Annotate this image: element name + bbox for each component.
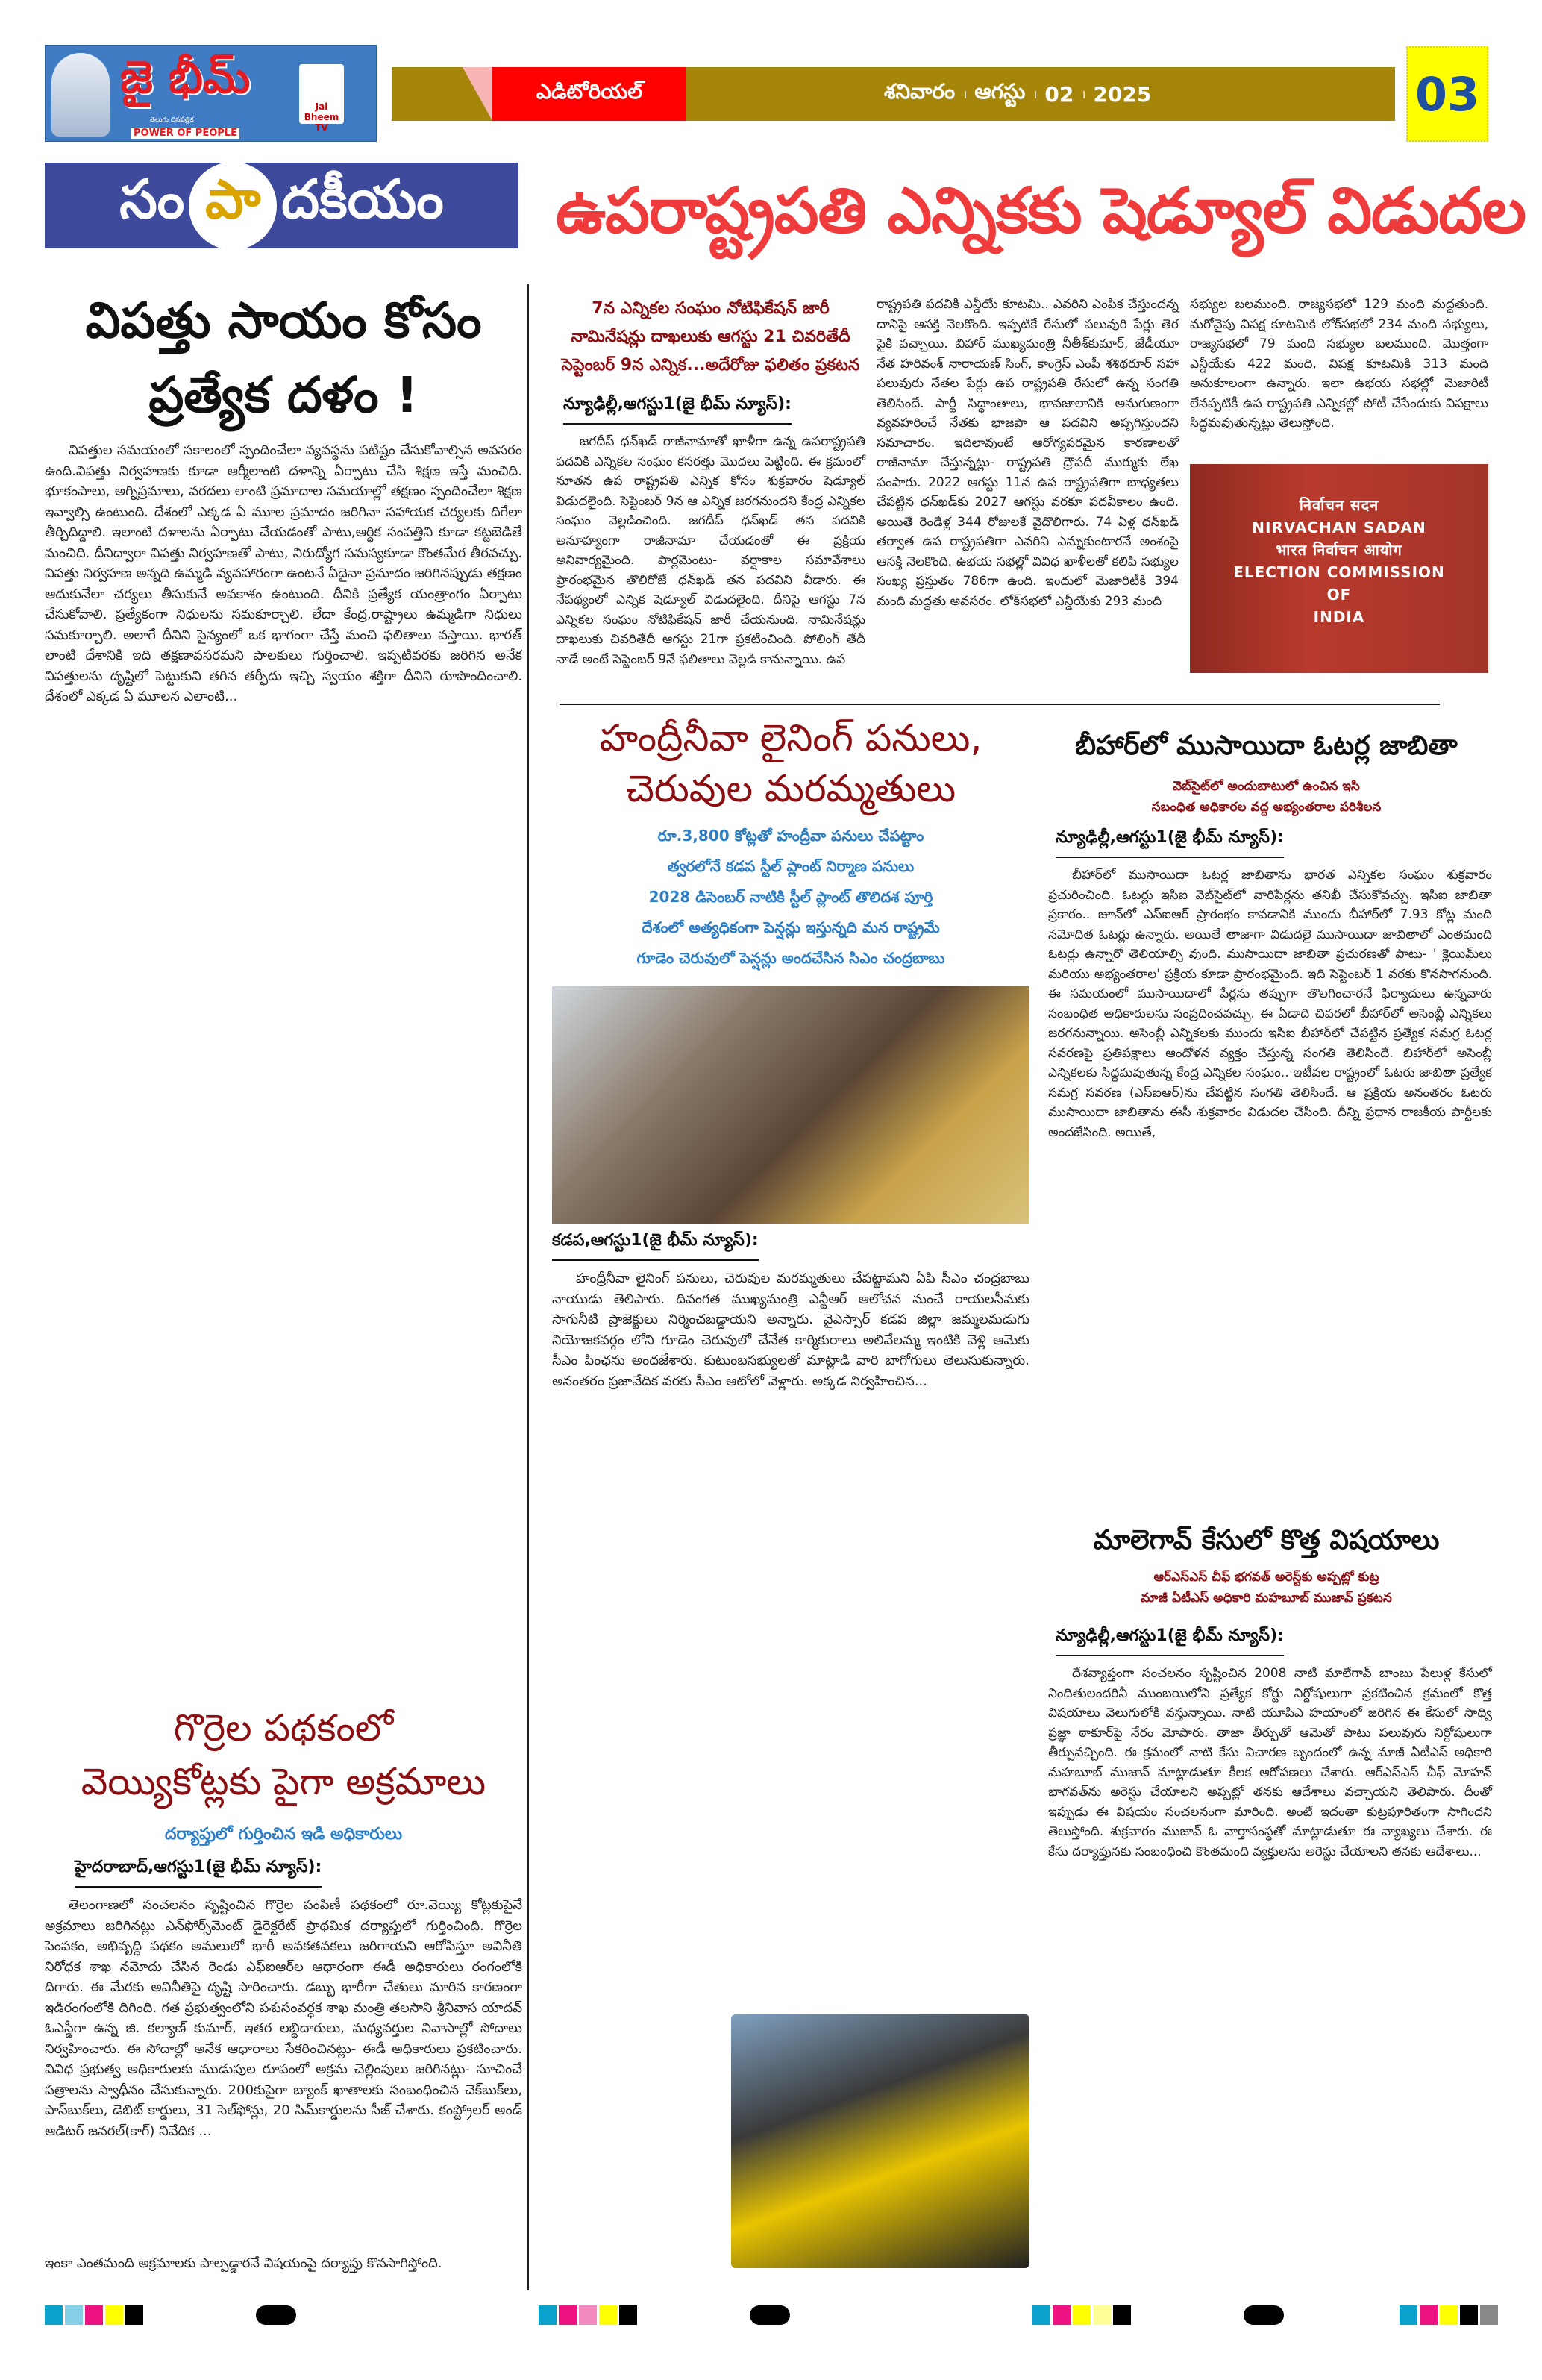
registration-mark <box>256 2305 296 2325</box>
subhead: వెబ్‌సైట్‌లో అందుబాటులో ఉంచిన ఇసి <box>1173 779 1360 794</box>
masthead-logo <box>45 45 377 142</box>
bihar-article <box>1048 828 1492 1142</box>
logo-tagline: తెలుగు దినపత్రిక <box>150 116 194 124</box>
handri-subheads <box>552 821 1029 974</box>
dateline: న్యూఢిల్లీ,ఆగస్టు1(జై భీమ్ న్యూస్): <box>563 395 792 425</box>
header-band <box>392 67 1395 121</box>
dateline: న్యూఢిల్లీ,ఆగస్టు1(జై భీమ్ న్యూస్): <box>1056 828 1284 858</box>
cm-visit-photo <box>552 986 1029 1224</box>
sign-line: OF <box>1326 586 1352 604</box>
subhead: త్వరలోనే కడప స్టీల్ ప్లాంట్ నిర్మాణ పనులు <box>667 857 915 875</box>
column-divider <box>527 284 529 2290</box>
headline-line: హంద్రీనీవా లైనింగ్ పనులు, <box>599 716 982 760</box>
subhead: నామినేషన్లు దాఖలుకు ఆగస్టు 21 చివరితేదీ <box>571 328 850 346</box>
sep: । <box>1032 87 1038 101</box>
subhead: దేశంలో అత్యధికంగా పెన్షన్లు ఇస్తున్నది మన రాష్ట్రమే <box>642 918 940 936</box>
editorial-headline: విపత్తు సాయం కోసం ప్రత్యేక దళం ! <box>85 292 482 424</box>
gorrela-headline <box>45 1701 522 1809</box>
subhead: 2028 డిసెంబర్ నాటికి స్టీల్ ప్లాంట్ తొలిదశ పూర్తి <box>648 888 933 906</box>
day: శనివారం <box>884 79 956 104</box>
sign-line: NIRVACHAN SADAN <box>1252 519 1426 536</box>
article-body: తెలంగాణలో సంచలనం సృష్టించిన గొర్రెల పంపిణీ పథకంలో రూ.వెయ్యి కోట్లకుపైనే అక్రమాలు జరిగినట్లు ఎన్‌ఫోర్స్‌మెంట్ డైరెక్టరేట్ ప్రాథమిక దర్యాప్తులో గుర్తించింది. గొర్రెల పెంపకం, అభివృద్ధి పథకం అమలులో భారీ అవకతవకలు జరిగాయని ఆరోపిస్తూ అవినీతి నిరోధక శాఖ నమోదు చేసిన రెండు ఎఫ్‌ఐఆర్‌ల ఆధారంగా ఈడీ అధికారులు రంగంలోకి దిగారు. ఈ మేరకు అవినీతిపై దృష్టి సారించారు. డబ్బు భారీగా చేతులు మారిన కారణంగా ఇడిరంగంలోకి దిగింది. గత ప్రభుత్వంలోని పశుసంవర్ధక శాఖ మంత్రి తలసాని శ్రీనివాస యాదవ్ ఓఎస్డీగా ఉన్న జి. కల్యాణ్ కుమార్, ఇతర లబ్ధిదారులు, మధ్యవర్తుల నివాసాల్లో సోదాలు నిర్వహించారు. ఈ సోదాల్లో అనేక ఆధారాలు సేకరించినట్లు- ఈడీ అధికారులు ప్రకటించారు. వివిధ ప్రభుత్వ అధికారులకు ముడుపుల రూపంలో అక్రమ చెల్లింపులు జరిగినట్లు- సూచించే పత్రాలను స్వాధీనం చేసుకున్నారు. 200కుపైగా బ్యాంక్ ఖాతాలకు సంబంధించిన చెక్‌బుక్‌లు, పాస్‌బుక్‌లు, డెబిట్ కార్డులు, 31 సెల్‌ఫోన్లు, 20 సిమ్‌కార్డులను సీజ్ చేశారు. కంప్ట్రోలర్ అండ్ ఆడిటర్ జనరల్(కాగ్) నివేదిక ... <box>45 1897 522 2139</box>
tv-logo: Jai Bheem TV <box>299 64 344 124</box>
sign-line: ELECTION COMMISSION <box>1233 563 1445 581</box>
dateline: హైదరాబాద్,ఆగస్టు1(జై భీమ్ న్యూస్): <box>75 1858 322 1888</box>
malegaon-article <box>1048 1626 1492 1861</box>
month: ఆగస్టు <box>974 79 1026 104</box>
logo-name: జై భీమ్ <box>120 51 251 104</box>
editorial-body: విపత్తుల సమయంలో సకాలంలో స్పందించేలా వ్యవస్థను పటిష్టం చేసుకోవాల్సిన అవసరం ఉంది.విపత్తు నిర్వహణకు కూడా ఆర్మీలాంటి దళాన్ని ఏర్పాటు చేసి శిక్షణ ఇస్తే మంచిది. భూకంపాలు, అగ్నిప్రమాలు, వరదలు లాంటి ప్రమాదాల సమయాల్లో తక్షణం స్పందించేలా శిక్షణ ఇవ్వాల్సి ఉంటుంది. దేశంలో ఎక్కడ ఏ మూల ప్రమాదం జరిగినా సహాయక చర్యలకు దిగేలా తీర్చిదిద్దాలి. ఇలాంటి దళాలను ఏర్పాటు చేయడంతో పాటు,ఆర్థిక సంపత్తిని కూడా కట్టబెడితే మంచిది. దీనిద్వారా విపత్తు నిర్వహణతో పాటు, నిరుద్యోగ సమస్యకూడా కొంతమేర తీరవచ్చు. విపత్తు నిర్వహణ అన్నది ఉమ్మడి వ్యవహారంగా ఉంటనే ఏదైనా ప్రమాదం జరిగినప్పుడు తక్షణం ఆదుకునేలా చర్యలు తీసుకునే అవకాశం ఉంటుంది. దీనికి ప్రత్యేక యంత్రాంగం ఏర్పాటు చేసుకోవాలి. ప్రత్యేకంగా నిధులను సమకూర్చాలి. లేదా కేంద్ర,రాష్ట్రాలు ఉమ్మడిగా నిధులు సమకూర్చాలి. అలాగే దీనిని సైన్యంలో ఒక భాగంగా చేస్తే మంచి ఫలితాలు వస్తాయి. భారత్ లాంటి దేశానికి ఇది తక్షణావసరమని పాలకులు గుర్తించాలి. ఇప్పటివరకు జరిగిన అనేక విపత్తులను దృష్టిలో పెట్టుకుని తగిన తర్ఫీదు ఇచ్చి స్వయం శక్తిగా దీనిని రూపొందించాలి. దేశంలో ఎక్కడ ఏ మూలన ఎలాంటి... <box>45 442 522 704</box>
color-registration-bar <box>1032 2305 1131 2325</box>
subhead: రూ.3,800 కోట్లతో హంద్రీవా పనులు చేపట్టాం <box>657 827 924 845</box>
sep: । <box>962 87 968 101</box>
year: 2025 <box>1093 81 1152 107</box>
subhead: ఆర్‌ఎస్‌ఎస్ చీఫ్ భగవత్ అరెస్ట్‌కు అప్పట్లో కుట్ర <box>1153 1570 1379 1585</box>
headline-line: వెయ్యికోట్లకు పైగా అక్రమాలు <box>81 1760 486 1803</box>
top-story-col1: జగదీప్ ధన్‌ఖడ్ రాజీనామాతో ఖాళీగా ఉన్న ఉపరాష్ట్రపతి పదవికి ఎన్నికల సంఘం కసరత్తు మొదలు పెట్టింది. ఈ క్రమంలో నూతన ఉప రాష్ట్రపతి ఎన్నిక కోసం శుక్రవారం షెడ్యూల్ విడుదలైంది. సెప్టెంబర్ 9న ఆ ఎన్నిక జరగనుందని కేంద్ర ఎన్నికల సంఘం వెల్లడించింది. జగదీప్ ధన్‌ఖడ్ తన పదవికి అనూహ్యంగా రాజీనామా చేయడంతో ఈ ప్రక్రియ అనివార్యమైంది. పార్లమెంటు- వర్షాకాల సమావేశాలు ప్రారంభమైన తొలిరోజే ధన్‌ఖడ్ తన పదవిని వీడారు. ఈ నేపథ్యంలో ఎన్నిక షెడ్యూల్ విడుదలైంది. దీనిపై ఆగస్టు 7న ఎన్నికల సంఘం నోటిఫికేషన్ జారీ చేయనుంది. నామినేషన్లు దాఖలుకు చివరితేదీ ఆగస్టు 21గా ప్రకటించింది. పోలింగ్ తేదీ నాడే అంటే సెప్టెంబర్ 9నే ఫలితాలు వెల్లడి కానున్నాయి. ఉప <box>556 434 865 667</box>
color-registration-bar <box>1400 2305 1498 2325</box>
sign-line: निर्वाचन सदन <box>1299 496 1379 514</box>
page-number: 03 <box>1406 46 1488 142</box>
logo-slogan: POWER OF PEOPLE <box>131 128 239 139</box>
sign-line: INDIA <box>1313 608 1365 626</box>
banner-part: సం <box>119 167 185 231</box>
registration-mark <box>1244 2305 1284 2325</box>
top-story-subheads <box>556 295 865 669</box>
article-body: హంద్రీనీవా లైనింగ్ పనులు, చెరువుల మరమ్మతులు చేపట్టామని ఏపి సీఎం చంద్రబాబు నాయుడు తెలిపారు. దివంగత ముఖ్యమంత్రి ఎన్టీఆర్ ఆలోచన నుంచే రాయలసీమకు సాగునీటి ప్రాజెక్టులు నిర్మించబడ్డాయని అన్నారు. వైఎస్సార్ కడప జిల్లా జమ్మలమడుగు నియోజకవర్గం లోని గూడెం చెరువులో చేనేత కార్మికురాలు అలివేలమ్మ ఇంటికి వెళ్లి ఆమెకు సీఎం పింఛను అందజేశారు. కుటుంబసభ్యులతో మాట్లాడి వారి బాగోగులు తెలుసుకున్నారు. అనంతరం ప్రజావేదిక వరకు సీఎం ఆటోలో వెళ్లారు. అక్కడ నిర్వహించిన... <box>552 1271 1029 1389</box>
election-commission-photo <box>1190 464 1488 673</box>
handri-article <box>552 1231 1029 1391</box>
gorrela-article <box>45 1858 522 2274</box>
subhead: 7న ఎన్నికల సంఘం నోటిఫికేషన్ జారీ <box>592 299 830 318</box>
band-wedge <box>463 67 492 121</box>
date: 02 <box>1044 81 1074 107</box>
registration-mark <box>750 2305 790 2325</box>
malegaon-headline: మాలెగావ్ కేసులో కొత్త విషయాలు <box>1093 1525 1440 1556</box>
ambedkar-portrait <box>51 53 110 137</box>
main-headline: ఉపరాష్ట్రపతి ఎన్నికకు షెడ్యూల్ విడుదల <box>556 174 1526 247</box>
sep: । <box>1081 87 1086 101</box>
sign-line: भारत निर्वाचन आयोग <box>1276 541 1402 559</box>
headline-line: చెరువుల మరమ్మతులు <box>625 767 956 810</box>
article-body: బీహార్‌లో ముసాయిదా ఓటర్ల జాబితాను భారత ఎన్నికల సంఘం శుక్రవారం ప్రచురించింది. ఓటర్లు ఇసిఐ వెబ్‌సైట్‌లో వారిపేర్లను తనిఖీ చేసుకోవచ్చు. ఇసిఐ జాబితా ప్రకారం.. జూన్‌లో ఎస్‌ఐఆర్ ప్రారంభం కావడానికి ముందు బీహార్‌లో 7.93 కోట్ల మంది నమోదిత ఓటర్లు ఉన్నారు. అయితే తాజాగా విడుదలై ముసాయిదా జాబితాలో ఎంతమంది ఓటర్లు ఉన్నారో తెలియాల్సి వుంది. ముసాయిదా జాబితా ప్రచురణతో పాటు- ' క్లెయిమ్‌లు మరియు అభ్యంతరాల' ప్రక్రియ కూడా ప్రారంభమైంది. ఇది సెప్టెంబర్ 1 వరకు కొనసాగనుంది. ఈ సమయంలో ముసాయిదాలో పేర్లను తప్పుగా తొలగించారనే ఫిర్యాదులు ఉన్నవారు సంబంధిత అధికారులను సంప్రదించవచ్చు. ఈ ఏడాది చివరలో బీహార్‌లో అసెంబ్లీ ఎన్నికలు జరగనున్నాయి. అసెంబ్లీ ఎన్నికలకు ముందు ఇసిఐ బీహార్‌లో చేపట్టిన ప్రత్యేక సమగ్ర ఓటర్ల సవరణపై ప్రతిపక్షాలు ఆందోళన వ్యక్తం చేస్తున్న సంగతి తెలిసిందే. బిహార్‌లో అసెంబ్లీ ఎన్నికలకు సిద్ధమవుతున్న కేంద్ర ఎన్నికల సంఘం.. ఇటీవల రాష్ట్రంలో ఓటరు జాబితా ప్రత్యేక సమగ్ర సవరణ (ఎస్‌ఐఆర్)ను చేపట్టిన సంగతి తెలిసిందే. ఆ ప్రక్రియ అనంతరం ఓటరు ముసాయిదా జాబితాను ఈసీ శుక్రవారం విడుదల చేసింది. దీన్ని ప్రధాన రాజకీయ పార్టీలకు అందజేసింది. అయితే, <box>1048 868 1492 1140</box>
issue-date <box>884 67 1151 121</box>
subhead: సెప్టెంబర్ 9న ఎన్నిక...అదేరోజు ఫలితం ప్రకటన <box>561 356 860 375</box>
dateline: న్యూఢిల్లీ,ఆగస్టు1(జై భీమ్ న్యూస్): <box>1056 1626 1284 1656</box>
dateline: కడప,ఆగస్టు1(జై భీమ్ న్యూస్): <box>552 1231 759 1261</box>
article-body: దేశవ్యాప్తంగా సంచలనం సృష్టించిన 2008 నాటి మాలేగావ్ బాంబు పేలుళ్ల కేసులో నిందితులందరినీ ముంబయిలోని ప్రత్యేక కోర్టు నిర్దోషులుగా ప్రకటించిన క్రమంలో కొత్త విషయాలు వెలుగులోకి వస్తున్నాయి. నాటి యూపిఎ హయాంలో జరిగిన ఈ కేసులో సాధ్వి ప్రజ్ఞా ఠాకూర్‌పై నేరం మోపారు. తాజా తీర్పుతో ఆమెతో పాటు పలువురు నిర్దోషులుగా తీర్పువచ్చింది. ఈ క్రమంలో నాటి కేసు విచారణ బృందంలో ఉన్న మాజీ ఏటీఎస్ అధికారి మహబూబ్ ముజావ్ మాట్లాడుతూ కీలక ఆరోపణలు చేశారు. ఆర్‌ఎస్‌ఎస్ చీఫ్ మోహన్ భాగవత్‌ను అరెస్టు చేయాలని అప్పట్లో తనకు ఆదేశాలు వచ్చాయని తెలిపారు. దీంతో ఇప్పుడు ఈ విషయం సంచలనంగా మారింది. అంటే ఇదంతా కుట్రపూరితంగా సాగిందని తెలుస్తోంది. శుక్రవారం ముజావ్ ఓ వార్తాసంస్థతో మాట్లాడుతూ ఈ వ్యాఖ్యలు చేశారు. ఈ కేసు దర్యాప్తునకు సంబంధించి కొంతమంది వ్యక్తులను అరెస్టు చేయాలని తనకు ఆదేశాలు... <box>1048 1666 1492 1859</box>
banner-part: పా <box>189 162 277 250</box>
gorrela-subhead: దర్యాప్తులో గుర్తించిన ఇడి అధికారులు <box>164 1825 403 1844</box>
malegaon-subheads <box>1041 1567 1492 1609</box>
editorial-banner <box>45 163 518 248</box>
subhead: సబంధిత అధికారల వద్ద అభ్యంతరాల పరిశీలన <box>1151 800 1382 815</box>
handri-headline <box>552 713 1029 814</box>
bihar-headline: బీహార్‌లో ముసాయిదా ఓటర్ల జాబితా <box>1075 730 1458 761</box>
section-label: ఎడిటోరియల్ <box>492 67 686 121</box>
subhead: మాజీ ఏటీఎస్ అధికారి మహబూబ్ ముజావ్ ప్రకటన <box>1141 1591 1392 1606</box>
article-last-line: ఇంకా ఎంతమంది అక్రమాలకు పాల్పడ్డారనే విషయంపై దర్యాప్తు కొనసాగిస్తోంది. <box>45 2255 442 2271</box>
top-story-col2: రాష్ట్రపతి పదవికి ఎన్డీయే కూటమి.. ఎవరిని ఎంపిక చేస్తుందన్న దానిపై ఆసక్తి నెలకొంది. ఇప్పటికే రేసులో పలువురి పేర్లు తెర పైకి వచ్చాయి. బిహార్ ముఖ్యమంత్రి నీతీశ్‌కుమార్, జేడీయూ నేత హరివంశ్ నారాయణ్ సింగ్, కాంగ్రెస్ ఎంపీ శశిథరూర్ సహా పలువురు నేతల పేర్లు ఉప రాష్ట్రపతి రేసులో ఉన్న సంగతి తెలిసిందే. పార్టీ సిద్ధాంతాలు, భావజాలానికి అనుగుణంగా వ్యవహరించే నేతకు భాజపా ఆ పదవిని అప్పగిస్తుందని సమాచారం. ఇదిలావుంటే ఆరోగ్యపరమైన కారణాలతో రాజీనామా చేస్తున్నట్లు- రాష్ట్రపతి ద్రౌపదీ ముర్ముకు లేఖ పంపారు. 2022 ఆగస్టు 11న ఉప రాష్ట్రపతిగా బాధ్యతలు చేపట్టిన ధన్‌ఖడ్‌కు 2027 ఆగస్టు వరకూ పదవీకాలం ఉంది. అయితే రెండేళ్ల 344 రోజులకే వైదొలిగారు. 74 ఏళ్ల ధన్‌ఖడ్ తర్వాత ఉప రాష్ట్రపతిగా ఎవరిని ఎన్నుకుంటారనే అంశంపై ఆసక్తి నెలకొంది. ఉభయ సభల్లో వివిధ ఖాళీలతో కలిపి సభ్యుల సంఖ్య ప్రస్తుతం 786గా ఉంది. ఇందులో మెజారిటీకి 394 మంది మద్దతు అవసరం. లోక్‌సభలో ఎన్డీయేకు 293 మంది <box>877 297 1179 609</box>
color-registration-bar <box>45 2305 143 2325</box>
top-story-col3: సభ్యుల బలముంది. రాజ్యసభలో 129 మంది మద్దతుంది. మరోవైపు విపక్ష కూటమికి లోక్‌సభలో 234 మంది సభ్యులు, రాజ్యసభలో 79 మంది సభ్యుల బలముంది. మొత్తంగా ఎన్డీయేకు 422 మంది, విపక్ష కూటమికి 313 మంది అనుకూలంగా ఉన్నారు. ఇలా ఉభయ సభల్లో మెజారిటీ లేనప్పటికీ ఉప రాష్ట్రపతి ఎన్నికల్లో పోటీ చేసేందుకు విపక్షాలు సిద్ధమవుతున్నట్లు తెలుస్తోంది. <box>1190 297 1488 430</box>
banner-part: దకీయం <box>281 167 444 231</box>
color-registration-bar <box>539 2305 637 2325</box>
auto-rickshaw-photo <box>731 2014 1029 2268</box>
headline-line: గొర్రెల పథకంలో <box>173 1706 394 1750</box>
section-rule <box>560 704 1440 705</box>
subhead: గూడెం చెరువులో పెన్షన్లు అందచేసిన సిఎం చంద్రబాబు <box>636 949 945 967</box>
bihar-subheads <box>1041 776 1492 818</box>
